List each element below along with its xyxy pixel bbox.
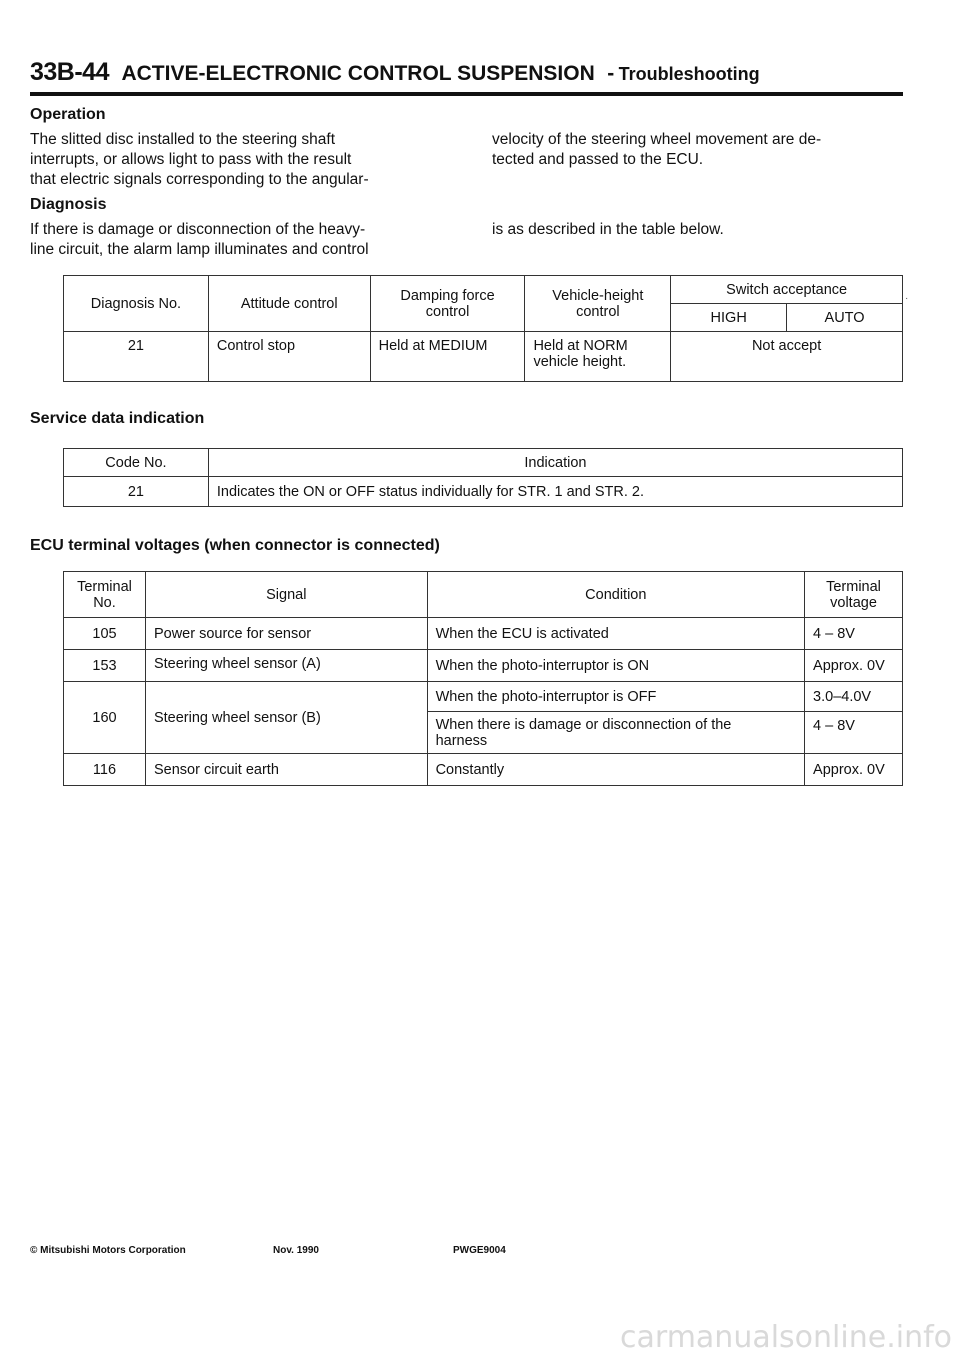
cell-vehicle-height — [525, 332, 671, 382]
header-diagnosis-no: Diagnosis No. — [64, 276, 209, 332]
header-switch-acceptance: Switch acceptance — [671, 276, 903, 304]
header-indication: Indication — [208, 449, 902, 477]
text-line: is as described in the table below. — [492, 221, 724, 238]
cell-voltage: 4 – 8V — [805, 618, 903, 650]
header-signal: Signal — [145, 572, 427, 618]
header-high: HIGH — [671, 304, 787, 332]
text-line: If there is damage or disconnection of the heavy- — [30, 221, 366, 238]
cell-line: vehicle height. — [533, 354, 627, 370]
cell-voltage: Approx. 0V — [805, 650, 903, 682]
header-line: Vehicle-height — [552, 287, 644, 304]
table-row — [64, 754, 903, 786]
page-subtitle: Troubleshooting — [618, 64, 760, 84]
diagnosis-left-text — [30, 220, 470, 260]
margin-mark: · — [905, 293, 909, 304]
ecu-heading: ECU terminal voltages (when connector is connected) — [30, 537, 440, 554]
header-line: Terminal — [77, 578, 132, 595]
operation-right-text — [492, 130, 912, 170]
footer-date: Nov. 1990 — [273, 1245, 319, 1256]
header-terminal-voltage — [805, 572, 903, 618]
service-heading: Service data indication — [30, 410, 205, 427]
footer-copyright: © Mitsubishi Motors Corporation — [30, 1245, 186, 1256]
cell-indication: Indicates the ON or OFF status individually for STR. 1 and STR. 2. — [208, 477, 902, 507]
header-code-no: Code No. — [64, 449, 209, 477]
cell-signal: Power source for sensor — [145, 618, 427, 650]
cell-line: harness — [435, 732, 488, 749]
header-vehicle-height — [525, 276, 671, 332]
cell-condition: When the photo-interruptor is OFF — [427, 682, 804, 712]
cell-attitude: Control stop — [208, 332, 370, 382]
text-line: that electric signals corresponding to the angular- — [30, 171, 369, 188]
footer-doc-code: PWGE9004 — [453, 1245, 506, 1256]
header-line: No. — [93, 594, 116, 611]
header-attitude-control: Attitude control — [208, 276, 370, 332]
cell-condition: When the photo-interruptor is ON — [427, 650, 804, 682]
cell-voltage: 4 – 8V — [805, 712, 903, 754]
service-table — [63, 448, 903, 507]
cell-voltage: Approx. 0V — [805, 754, 903, 786]
cell-terminal: 153 — [64, 650, 146, 682]
text-line: line circuit, the alarm lamp illuminates and control — [30, 241, 369, 258]
cell-code-no: 21 — [64, 477, 209, 507]
cell-signal: Steering wheel sensor (B) — [145, 682, 427, 754]
operation-left-text — [30, 130, 470, 190]
ecu-table — [63, 571, 903, 786]
cell-terminal: 116 — [64, 754, 146, 786]
header-damping-force — [370, 276, 525, 332]
text-line: The slitted disc installed to the steering shaft — [30, 131, 335, 148]
cell-diagnosis-no: 21 — [64, 332, 209, 382]
diagnosis-heading: Diagnosis — [30, 196, 107, 213]
cell-condition — [427, 712, 804, 754]
table-row — [64, 682, 903, 712]
header-rule — [30, 92, 903, 96]
cell-switch-acceptance: Not accept — [671, 332, 903, 382]
text-line: velocity of the steering wheel movement are de- — [492, 131, 822, 148]
header-line: Damping force — [400, 287, 495, 304]
cell-terminal: 105 — [64, 618, 146, 650]
header-condition: Condition — [427, 572, 804, 618]
cell-terminal: 160 — [64, 682, 146, 754]
cell-line: Held at NORM — [533, 338, 628, 354]
header-line: voltage — [830, 594, 877, 611]
table-row — [64, 650, 903, 682]
cell-voltage: 3.0–4.0V — [805, 682, 903, 712]
cell-line: When there is damage or disconnection of the — [435, 716, 732, 733]
page-title: ACTIVE-ELECTRONIC CONTROL SUSPENSION — [121, 62, 595, 85]
title-separator: - — [607, 62, 615, 85]
header-terminal-no — [64, 572, 146, 618]
table-row — [64, 618, 903, 650]
diagnosis-right-text — [492, 220, 912, 240]
header-line: control — [576, 303, 620, 320]
text-line: interrupts, or allows light to pass with the result — [30, 151, 352, 168]
cell-condition: Constantly — [427, 754, 804, 786]
operation-heading: Operation — [30, 106, 106, 123]
cell-condition: When the ECU is activated — [427, 618, 804, 650]
header-line: Terminal — [826, 578, 881, 595]
page-code: 33B-44 — [30, 58, 109, 86]
header-auto: AUTO — [787, 304, 903, 332]
watermark: carmanualsonline.info — [620, 1320, 952, 1355]
cell-signal: Steering wheel sensor (A) — [145, 650, 427, 682]
cell-damping: Held at MEDIUM — [370, 332, 525, 382]
header-line: control — [425, 303, 470, 320]
cell-signal: Sensor circuit earth — [145, 754, 427, 786]
page-header — [30, 58, 760, 87]
diagnosis-table — [63, 275, 903, 382]
text-line: tected and passed to the ECU. — [492, 151, 704, 168]
